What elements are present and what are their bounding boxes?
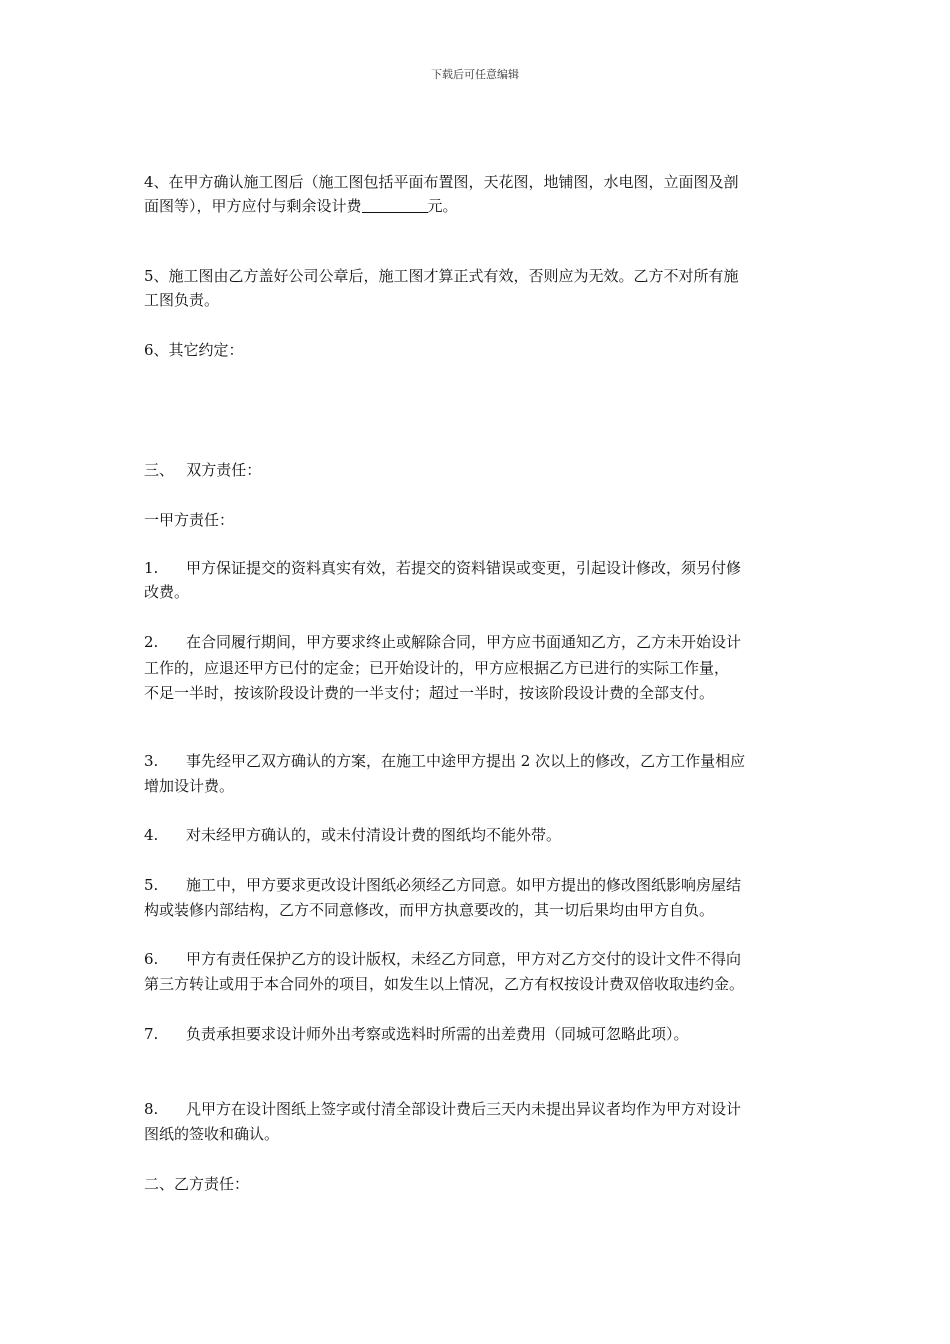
page-header: 下载后可任意编辑	[431, 68, 519, 81]
item-number: 6.	[144, 950, 159, 968]
item-number: 4.	[144, 826, 159, 844]
item-text: 在合同履行期间，甲方要求终止或解除合同，甲方应书面通知乙方，乙方未开始设计	[186, 633, 742, 651]
party-b-heading: 二、乙方责任：	[144, 1175, 250, 1193]
clause-6: 6、其它约定：	[144, 341, 244, 359]
party-a-item-3-line-1	[144, 749, 814, 773]
party-a-item-2-line-2: 工作的，应退还甲方已付的定金；已开始设计的，甲方应根据乙方已进行的实际工作量，	[144, 659, 730, 677]
clause-5-line-1: 5、施工图由乙方盖好公司公章后，施工图才算正式有效，否则应为无效。乙方不对所有施	[144, 267, 739, 285]
party-a-item-5-line-1	[144, 873, 814, 897]
party-a-item-2-line-1	[144, 630, 814, 654]
party-a-item-4	[144, 823, 814, 847]
item-number: 1.	[144, 559, 159, 577]
party-a-item-6-line-2: 第三方转让或用于本合同外的项目，如发生以上情况，乙方有权按设计费双倍收取违约金。	[144, 975, 745, 993]
party-a-item-1-line-2: 改费。	[144, 583, 190, 601]
party-a-item-3-line-2: 增加设计费。	[144, 777, 235, 795]
clause-4-line-1: 4、在甲方确认施工图后（施工图包括平面布置图，天花图，地铺图，水电图，立面图及剖	[144, 173, 739, 191]
item-text: 施工中，甲方要求更改设计图纸必须经乙方同意。如甲方提出的修改图纸影响房屋结	[186, 876, 742, 894]
party-a-item-7	[144, 1022, 814, 1046]
item-text: 对未经甲方确认的，或未付清设计费的图纸均不能外带。	[186, 826, 562, 844]
item-text: 甲方有责任保护乙方的设计版权，未经乙方同意，甲方对乙方交付的设计文件不得向	[186, 950, 742, 968]
item-number: 8.	[144, 1100, 159, 1118]
item-number: 2.	[144, 633, 159, 651]
party-a-heading: 一甲方责任：	[144, 511, 235, 529]
party-a-item-8-line-1	[144, 1097, 814, 1121]
fee-blank	[362, 198, 428, 213]
clause-5-line-2: 工图负责。	[144, 291, 220, 309]
section-3-heading: 三、 双方责任：	[144, 461, 262, 479]
item-number: 7.	[144, 1025, 159, 1043]
clause-4-text: 面图等），甲方应付与剩余设计费	[144, 197, 362, 215]
item-text: 负责承担要求设计师外出考察或选料时所需的出差费用（同城可忽略此项）。	[186, 1025, 689, 1043]
clause-4-line-2	[144, 194, 814, 218]
party-a-item-5-line-2: 构或装修内部结构，乙方不同意修改，而甲方执意要改的，其一切后果均由甲方自负。	[144, 901, 715, 919]
item-number: 3.	[144, 752, 159, 770]
party-a-item-2-line-3: 不足一半时，按该阶段设计费的一半支付；超过一半时，按该阶段设计费的全部支付。	[144, 684, 715, 702]
item-text: 甲方保证提交的资料真实有效，若提交的资料错误或变更，引起设计修改，须另付修	[186, 559, 742, 577]
clause-4-unit: 元。	[427, 197, 458, 215]
party-a-item-8-line-2: 图纸的签收和确认。	[144, 1125, 280, 1143]
party-a-item-1-line-1	[144, 556, 814, 580]
party-a-item-6-line-1	[144, 947, 814, 971]
item-number: 5.	[144, 876, 159, 894]
item-text: 凡甲方在设计图纸上签字或付清全部设计费后三天内未提出异议者均作为甲方对设计	[186, 1100, 742, 1118]
item-text: 事先经甲乙双方确认的方案，在施工中途甲方提出 2 次以上的修改，乙方工作量相应	[186, 752, 746, 770]
